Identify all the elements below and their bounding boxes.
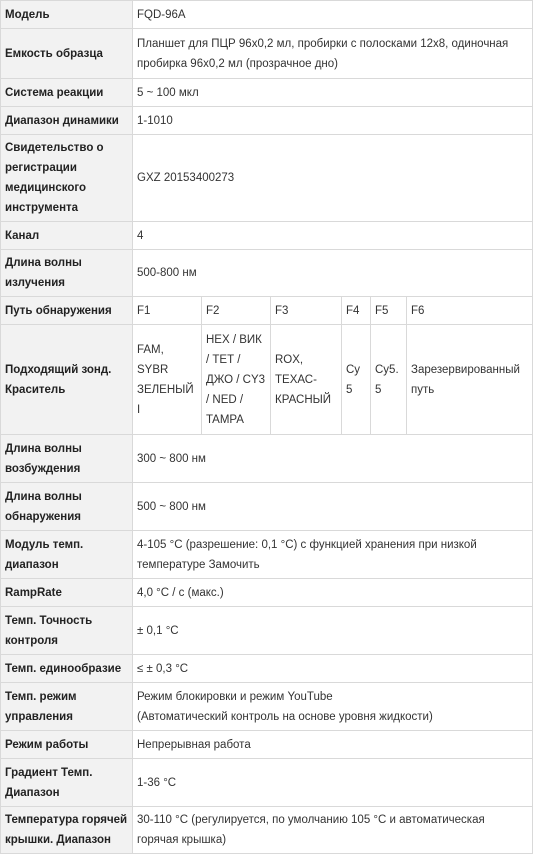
row-model [1, 1, 533, 29]
detection-path-f5: F5 [371, 297, 407, 325]
row-hot-lid-temp-range [1, 807, 533, 854]
row-sample-capacity [1, 29, 533, 79]
emission-wavelength-value: 500-800 нм [133, 250, 533, 297]
detection-path-label: Путь обнаружения [1, 297, 133, 325]
detection-path-f2: F2 [202, 297, 271, 325]
row-module-temp-range [1, 531, 533, 579]
detection-path-f1: F1 [133, 297, 202, 325]
module-temp-range-label: Модуль темп. диапазон [1, 531, 133, 579]
ramp-rate-label: RampRate [1, 579, 133, 607]
row-emission-wavelength [1, 250, 533, 297]
temp-control-mode-value [133, 683, 533, 731]
row-temp-accuracy [1, 607, 533, 655]
temp-accuracy-value: ± 0,1 °C [133, 607, 533, 655]
row-temp-control-mode [1, 683, 533, 731]
detection-wavelength-label: Длина волны обнаружения [1, 483, 133, 531]
gradient-temp-range-value: 1-36 °C [133, 759, 533, 807]
model-value: FQD-96A [133, 1, 533, 29]
row-excitation-wavelength [1, 435, 533, 483]
excitation-wavelength-value: 300 ~ 800 нм [133, 435, 533, 483]
row-detection-wavelength [1, 483, 533, 531]
dynamic-range-value: 1-1010 [133, 107, 533, 135]
row-operating-mode [1, 731, 533, 759]
probe-dye-f3: ROX, ТЕХАС-КРАСНЫЙ [271, 325, 342, 435]
operating-mode-value: Непрерывная работа [133, 731, 533, 759]
hot-lid-temp-range-value: 30-110 °C (регулируется, по умолчанию 105 °C и автоматическая горячая крышка) [133, 807, 533, 854]
hot-lid-temp-range-label: Температура горячей крышки. Диапазон [1, 807, 133, 854]
channel-value: 4 [133, 222, 533, 250]
operating-mode-label: Режим работы [1, 731, 133, 759]
registration-certificate-label: Свидетельство о регистрации медицинского инструмента [1, 135, 133, 222]
probe-dye-label: Подходящий зонд. Краситель [1, 325, 133, 435]
module-temp-range-value: 4-105 °C (разрешение: 0,1 °C) с функцией хранения при низкой температуре Замочить [133, 531, 533, 579]
temp-control-mode-line-2: (Автоматический контроль на основе уровня жидкости) [137, 710, 433, 723]
temp-control-mode-label: Темп. режим управления [1, 683, 133, 731]
detection-wavelength-value: 500 ~ 800 нм [133, 483, 533, 531]
probe-dye-f5: Cy5.5 [371, 325, 407, 435]
row-temp-uniformity [1, 655, 533, 683]
ramp-rate-value: 4,0 °C / с (макс.) [133, 579, 533, 607]
model-label: Модель [1, 1, 133, 29]
row-dynamic-range [1, 107, 533, 135]
row-channel [1, 222, 533, 250]
probe-dye-f2: HEX / ВИК / ТЕТ / ДЖО / CY3 / NED / TAMPA [202, 325, 271, 435]
row-probe-dye [1, 325, 533, 435]
detection-path-f6: F6 [407, 297, 533, 325]
sample-capacity-label: Емкость образца [1, 29, 133, 79]
gradient-temp-range-label: Градиент Темп. Диапазон [1, 759, 133, 807]
row-registration-certificate [1, 135, 533, 222]
probe-dye-f1: FAM, SYBR ЗЕЛЕНЫЙ I [133, 325, 202, 435]
temp-accuracy-label: Темп. Точность контроля [1, 607, 133, 655]
temp-control-mode-line-1: Режим блокировки и режим YouTube [137, 690, 333, 703]
row-ramp-rate [1, 579, 533, 607]
row-reaction-system [1, 79, 533, 107]
temp-uniformity-value: ≤ ± 0,3 °C [133, 655, 533, 683]
detection-path-f4: F4 [342, 297, 371, 325]
sample-capacity-value: Планшет для ПЦР 96x0,2 мл, пробирки с полосками 12x8, одиночная пробирка 96x0,2 мл (прозрачное дно) [133, 29, 533, 79]
temp-uniformity-label: Темп. единообразие [1, 655, 133, 683]
reaction-system-value: 5 ~ 100 мкл [133, 79, 533, 107]
dynamic-range-label: Диапазон динамики [1, 107, 133, 135]
registration-certificate-value: GXZ 20153400273 [133, 135, 533, 222]
probe-dye-f6: Зарезервированный путь [407, 325, 533, 435]
channel-label: Канал [1, 222, 133, 250]
excitation-wavelength-label: Длина волны возбуждения [1, 435, 133, 483]
probe-dye-f4: Cy5 [342, 325, 371, 435]
emission-wavelength-label: Длина волны излучения [1, 250, 133, 297]
detection-path-f3: F3 [271, 297, 342, 325]
row-detection-path [1, 297, 533, 325]
reaction-system-label: Система реакции [1, 79, 133, 107]
row-gradient-temp-range [1, 759, 533, 807]
